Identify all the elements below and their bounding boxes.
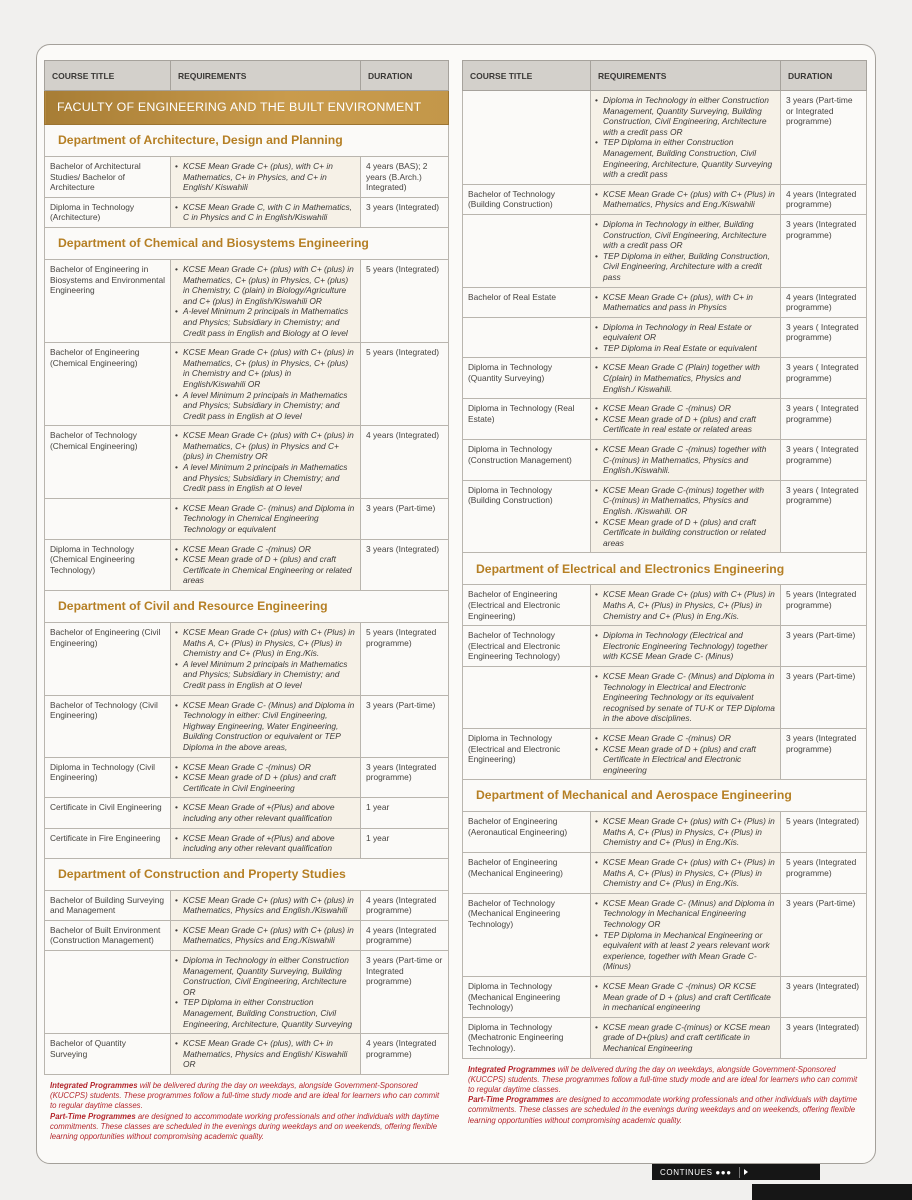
duration: 3 years (Part-time) bbox=[361, 695, 449, 757]
course-title: Bachelor of Quantity Surveying bbox=[45, 1034, 171, 1075]
requirements-cell bbox=[591, 812, 781, 853]
requirements-cell bbox=[171, 828, 361, 858]
course-title: Bachelor of Engineering in Biosystems and Environmental Engineering bbox=[45, 259, 171, 342]
course-row bbox=[45, 757, 449, 798]
requirements-cell bbox=[171, 757, 361, 798]
course-row bbox=[463, 91, 867, 185]
duration: 3 years ( Integrated programme) bbox=[781, 399, 867, 440]
requirements-cell bbox=[171, 890, 361, 920]
duration: 3 years (Integrated programme) bbox=[781, 214, 867, 287]
left-column bbox=[44, 60, 448, 1142]
course-row bbox=[463, 977, 867, 1018]
course-row bbox=[45, 343, 449, 426]
duration: 3 years ( Integrated programme) bbox=[781, 440, 867, 481]
course-row bbox=[45, 426, 449, 499]
course-title bbox=[45, 951, 171, 1034]
note-title: Integrated Programmes bbox=[50, 1081, 138, 1090]
course-title bbox=[463, 317, 591, 358]
course-title: Diploma in Technology (Real Estate) bbox=[463, 399, 591, 440]
requirement-item: • KCSE Mean Grade of +(Plus) and above including any other relevant qualification bbox=[175, 833, 355, 854]
requirements-cell bbox=[591, 893, 781, 976]
requirement-item: • KCSE Mean Grade C-(minus) together with C-(minus) in Mathematics, Physics and English. /Kiswahili. OR bbox=[595, 485, 775, 517]
requirement-item: • KCSE Mean grade of D + (plus) and craft Certificate in Chemical Engineering or related areas bbox=[175, 554, 355, 586]
requirement-item: • KCSE Mean Grade C+ (plus) with C+ (plus) in Mathematics, C+ (plus) in Physics, C+ (plus) in Chemistry and C+ (plus) in English/Kiswahili OR bbox=[175, 347, 355, 389]
requirement-item: • Diploma in Technology in either, Building Construction, Civil Engineering, Architecture with a credit pass OR bbox=[595, 219, 775, 251]
requirements-cell bbox=[591, 977, 781, 1018]
course-row bbox=[45, 920, 449, 950]
course-title: Bachelor of Architectural Studies/ Bachelor of Architecture bbox=[45, 157, 171, 198]
course-row bbox=[463, 1017, 867, 1058]
course-title: Diploma in Technology (Mechanical Engineering Technology) bbox=[463, 977, 591, 1018]
requirement-item: • A level Minimum 2 principals in Mathematics and Physics; Subsidiary in Chemistry; and Credit pass in English at O level bbox=[175, 462, 355, 494]
requirements-cell bbox=[591, 440, 781, 481]
course-title: Bachelor of Engineering (Aeronautical Engineering) bbox=[463, 812, 591, 853]
requirement-item: • TEP Diploma in Mechanical Engineering or equivalent with at least 2 years relevant work experience, together with Mean Grade C- (Minus) bbox=[595, 930, 775, 972]
requirement-item: • Diploma in Technology in either Construction Management, Quantity Surveying, Building Construction, Civil Engineering, Architecture with a credit pass OR bbox=[595, 95, 775, 137]
right-column bbox=[462, 60, 866, 1126]
course-title: Diploma in Technology (Architecture) bbox=[45, 197, 171, 227]
footer-bar bbox=[752, 1184, 912, 1200]
requirement-item: • KCSE Mean Grade C -(minus) OR bbox=[175, 762, 355, 773]
requirement-item: • KCSE Mean Grade C -(minus) OR bbox=[595, 403, 775, 414]
note-title: Part-Time Programmes bbox=[50, 1111, 136, 1121]
requirements-cell bbox=[591, 91, 781, 185]
course-title bbox=[463, 666, 591, 728]
course-row bbox=[463, 666, 867, 728]
course-row bbox=[45, 1034, 449, 1075]
course-title: Bachelor of Technology (Civil Engineering) bbox=[45, 695, 171, 757]
course-title bbox=[463, 214, 591, 287]
requirements-cell bbox=[591, 626, 781, 667]
requirement-item: • KCSE Mean Grade C- (Minus) and Diploma in Technology in Mechanical Engineering Technology OR bbox=[595, 898, 775, 930]
duration: 3 years ( Integrated programme) bbox=[781, 480, 867, 553]
duration: 4 years (BAS); 2 years (B.Arch.) Integrated) bbox=[361, 157, 449, 198]
course-title bbox=[463, 91, 591, 185]
requirements-cell bbox=[171, 623, 361, 696]
course-row bbox=[45, 951, 449, 1034]
course-title: Bachelor of Technology (Chemical Engineering) bbox=[45, 426, 171, 499]
continues-tab[interactable] bbox=[652, 1164, 820, 1180]
course-row bbox=[463, 214, 867, 287]
duration: 3 years (Part-time or Integrated programme) bbox=[781, 91, 867, 185]
requirement-item: • KCSE Mean Grade C -(minus) OR bbox=[175, 544, 355, 555]
note-text: are designed to accommodate working professionals and other individuals with daytime commitments. These classes are scheduled in the evenings during weekdays and on weekends, offering flexible learning opportunities without compromising academic quality. bbox=[468, 1095, 858, 1125]
course-title: Bachelor of Built Environment (Construction Management) bbox=[45, 920, 171, 950]
right-course-table bbox=[462, 60, 867, 1059]
requirement-item: • KCSE Mean Grade C -(minus) OR bbox=[595, 733, 775, 744]
note-title: Part-Time Programmes bbox=[468, 1095, 554, 1105]
duration: 3 years (Part-time) bbox=[781, 626, 867, 667]
duration: 3 years (Part-time) bbox=[781, 666, 867, 728]
duration: 3 years (Integrated) bbox=[361, 539, 449, 590]
requirements-cell bbox=[591, 853, 781, 894]
requirement-item: • KCSE Mean Grade C -(minus) OR KCSE Mean grade of D + (plus) and craft Certificate in mechanical engineering bbox=[595, 981, 775, 1013]
requirement-item: • KCSE Mean grade of D + (plus) and craft Certificate in building construction or related areas bbox=[595, 517, 775, 549]
requirements-cell bbox=[171, 539, 361, 590]
course-title: Bachelor of Technology (Building Construction) bbox=[463, 184, 591, 214]
course-title: Diploma in Technology (Construction Management) bbox=[463, 440, 591, 481]
requirement-item: • KCSE Mean Grade C+ (plus) with C+ (Plus) in Maths A, C+ (Plus) in Physics, C+ (Plus) in Chemistry and C+ (Plus) in Eng./Kis. bbox=[595, 816, 775, 848]
note-text: are designed to accommodate working professionals and other individuals with daytime commitments. These classes are scheduled in the evenings during weekdays and on weekends, offering flexible learning opportunities without compromising academic quality. bbox=[50, 1111, 440, 1142]
duration: 4 years (Integrated programme) bbox=[361, 1034, 449, 1075]
course-row bbox=[463, 317, 867, 358]
course-row bbox=[45, 197, 449, 227]
requirements-cell bbox=[171, 920, 361, 950]
requirement-item: • TEP Diploma in Real Estate or equivalent bbox=[595, 343, 775, 354]
course-title: Certificate in Fire Engineering bbox=[45, 828, 171, 858]
faculty-title: FACULTY OF ENGINEERING AND THE BUILT ENVIRONMENT bbox=[45, 91, 449, 125]
course-title bbox=[45, 498, 171, 539]
requirement-item: • A level Minimum 2 principals in Mathematics and Physics; Subsidiary in Chemistry; and Credit pass in English at O level bbox=[175, 659, 355, 691]
requirements-cell bbox=[591, 358, 781, 399]
course-title: Bachelor of Technology (Mechanical Engineering Technology) bbox=[463, 893, 591, 976]
requirement-item: • KCSE Mean Grade C+ (plus) with C+ (plus) in Mathematics, C+ (plus) in Physics, C+ (plus) in Chemistry, C (plain) in Biology/Agriculture and C+ (plus) in English/Kiswahili OR bbox=[175, 264, 355, 306]
requirement-item: • KCSE Mean Grade C -(minus) together with C-(minus) in Mathematics, Physics and English./Kiswahili. bbox=[595, 444, 775, 476]
course-row bbox=[463, 853, 867, 894]
arrow-right-icon bbox=[739, 1167, 751, 1178]
duration: 5 years (Integrated) bbox=[361, 343, 449, 426]
requirement-item: • KCSE Mean Grade C+ (plus) with C+ (Plus) in Maths A, C+ (Plus) in Physics, C+ (Plus) in Chemistry and C+ (Plus) in Eng./Kis. bbox=[175, 627, 355, 659]
duration: 3 years (Part-time or Integrated programme) bbox=[361, 951, 449, 1034]
requirements-cell bbox=[591, 184, 781, 214]
requirements-cell bbox=[591, 214, 781, 287]
duration: 3 years (Integrated programme) bbox=[781, 728, 867, 779]
course-title: Diploma in Technology (Electrical and Electronic Engineering) bbox=[463, 728, 591, 779]
requirements-cell bbox=[591, 480, 781, 553]
requirements-cell bbox=[171, 157, 361, 198]
course-row bbox=[463, 440, 867, 481]
course-row bbox=[45, 828, 449, 858]
duration: 1 year bbox=[361, 798, 449, 828]
programme-notes bbox=[462, 1059, 866, 1126]
duration: 5 years (Integrated programme) bbox=[781, 585, 867, 626]
course-row bbox=[463, 358, 867, 399]
requirement-item: • KCSE Mean Grade of +(Plus) and above including any other relevant qualification bbox=[175, 802, 355, 823]
duration: 3 years (Integrated) bbox=[781, 977, 867, 1018]
course-row bbox=[463, 585, 867, 626]
requirement-item: • TEP Diploma in either Construction Management, Building Construction, Civil Engineering, Architecture, Quantity Surveying bbox=[175, 997, 355, 1029]
requirement-item: • A level Minimum 2 principals in Mathematics and Physics; Subsidiary in Chemistry; and Credit pass in English at O level bbox=[175, 390, 355, 422]
dept-heading: Department of Chemical and Biosystems Engineering bbox=[45, 227, 449, 259]
requirement-item: • KCSE mean grade C-(minus) or KCSE mean grade of D+(plus) and craft certificate in Mechanical Engineering bbox=[595, 1022, 775, 1054]
dept-heading: Department of Civil and Resource Engineering bbox=[45, 591, 449, 623]
course-row bbox=[45, 539, 449, 590]
note-text: will be delivered during the day on weekdays, alongside Government-Sponsored (KUCCPS) students. These programmes follow a full-time study mode and are ideal for learners who can commit to regular daytime classes. bbox=[468, 1064, 858, 1094]
course-row bbox=[463, 728, 867, 779]
course-title: Diploma in Technology (Civil Engineering) bbox=[45, 757, 171, 798]
dept-heading: Department of Construction and Property Studies bbox=[45, 858, 449, 890]
course-title: Diploma in Technology (Mechatronic Engineering Technology). bbox=[463, 1017, 591, 1058]
course-row bbox=[45, 157, 449, 198]
requirement-item: • KCSE Mean Grade C+ (plus), with C+ in Mathematics and pass in Physics bbox=[595, 292, 775, 313]
programme-notes bbox=[44, 1075, 448, 1142]
course-title: Bachelor of Real Estate bbox=[463, 287, 591, 317]
requirements-cell bbox=[591, 728, 781, 779]
course-row bbox=[45, 498, 449, 539]
requirements-cell bbox=[171, 695, 361, 757]
requirement-item: • KCSE Mean Grade C, with C in Mathematics, C in Physics and C in English/Kiswahili bbox=[175, 202, 355, 223]
course-row bbox=[45, 259, 449, 342]
duration: 5 years (Integrated programme) bbox=[361, 623, 449, 696]
course-row bbox=[463, 399, 867, 440]
requirements-cell bbox=[591, 287, 781, 317]
course-title: Bachelor of Engineering (Civil Engineering) bbox=[45, 623, 171, 696]
requirement-item: • KCSE Mean Grade C- (Minus) and Diploma in Technology in Electrical and Electronic Engineering Technology or its equivalent recognised by senate of TU-K or TEP Diploma in the above disciplines. bbox=[595, 671, 775, 724]
note-title: Integrated Programmes bbox=[468, 1064, 556, 1074]
course-row bbox=[463, 893, 867, 976]
duration: 3 years (Integrated) bbox=[781, 1017, 867, 1058]
requirements-cell bbox=[171, 798, 361, 828]
duration: 4 years (Integrated programme) bbox=[361, 920, 449, 950]
requirements-cell bbox=[591, 1017, 781, 1058]
requirement-item: • Diploma in Technology in either Construction Management, Quantity Surveying, Building Construction, Civil Engineering, Architecture OR bbox=[175, 955, 355, 997]
course-row bbox=[45, 890, 449, 920]
header-duration: DURATION bbox=[781, 61, 867, 91]
duration: 4 years (Integrated programme) bbox=[781, 184, 867, 214]
requirement-item: • TEP Diploma in either Construction Management, Building Construction, Civil Engineering, Architecture, Quantity Surveying with a credit pass bbox=[595, 137, 775, 179]
course-title: Diploma in Technology (Chemical Engineering Technology) bbox=[45, 539, 171, 590]
requirement-item: • KCSE Mean Grade C+ (plus), with C+ in Mathematics, Physics and English/ Kiswahili OR bbox=[175, 1038, 355, 1070]
course-title: Bachelor of Engineering (Chemical Engineering) bbox=[45, 343, 171, 426]
duration: 4 years (Integrated programme) bbox=[361, 890, 449, 920]
requirement-item: • KCSE Mean grade of D + (plus) and craft Certificate in Civil Engineering bbox=[175, 772, 355, 793]
course-title: Diploma in Technology (Quantity Surveying) bbox=[463, 358, 591, 399]
duration: 5 years (Integrated) bbox=[781, 812, 867, 853]
left-course-table bbox=[44, 60, 449, 1075]
requirement-item: • KCSE Mean grade of D + (plus) and craft Certificate in Electrical and Electronic engineering bbox=[595, 744, 775, 776]
duration: 3 years (Part-time) bbox=[781, 893, 867, 976]
requirement-item: • KCSE Mean Grade C+ (plus) with C+ (Plus) in Maths A, C+ (Plus) in Physics, C+ (Plus) in Chemistry and C+ (Plus) in Eng./Kis. bbox=[595, 589, 775, 621]
requirement-item: • KCSE Mean Grade C+ (plus) with C+ (plus) in Mathematics, Physics and Eng./Kiswahili bbox=[175, 925, 355, 946]
duration: 3 years (Part-time) bbox=[361, 498, 449, 539]
course-row bbox=[463, 287, 867, 317]
header-course-title: COURSE TITLE bbox=[45, 61, 171, 91]
course-title: Bachelor of Building Surveying and Management bbox=[45, 890, 171, 920]
header-duration: DURATION bbox=[361, 61, 449, 91]
note-text: will be delivered during the day on weekdays, alongside Government-Sponsored (KUCCPS) students. These programmes follow a full-time study mode and are ideal for learners who can commit to regular daytime classes. bbox=[50, 1081, 440, 1111]
requirement-item: • TEP Diploma in either, Building Construction, Civil Engineering, Architecture with a credit pass bbox=[595, 251, 775, 283]
requirement-item: • KCSE Mean Grade C- (Minus) and Diploma in Technology in either: Civil Engineering, Highway Engineering, Water Engineering, Building Construction or equivalent or TEP Diploma in the above areas, bbox=[175, 700, 355, 753]
course-row bbox=[463, 812, 867, 853]
course-title: Bachelor of Engineering (Electrical and Electronic Engineering) bbox=[463, 585, 591, 626]
requirements-cell bbox=[171, 426, 361, 499]
dept-heading: Department of Electrical and Electronics Engineering bbox=[463, 553, 867, 585]
duration: 3 years (Integrated) bbox=[361, 197, 449, 227]
requirement-item: • KCSE Mean Grade C+ (plus) with C+ (plus) in Mathematics, Physics and English./Kiswahili bbox=[175, 895, 355, 916]
requirement-item: • KCSE Mean grade of D + (plus) and craft Certificate in real estate or related areas bbox=[595, 414, 775, 435]
duration: 5 years (Integrated) bbox=[361, 259, 449, 342]
requirement-item: • Diploma in Technology in Real Estate or equivalent OR bbox=[595, 322, 775, 343]
course-title: Bachelor of Technology (Electrical and Electronic Engineering Technology) bbox=[463, 626, 591, 667]
course-title: Diploma in Technology (Building Construction) bbox=[463, 480, 591, 553]
duration: 4 years (Integrated programme) bbox=[781, 287, 867, 317]
course-row bbox=[45, 623, 449, 696]
header-requirements: REQUIREMENTS bbox=[591, 61, 781, 91]
requirements-cell bbox=[171, 498, 361, 539]
requirement-item: • KCSE Mean Grade C+ (plus) with C+ (Plus) in Maths A, C+ (Plus) in Physics, C+ (Plus) in Chemistry and C+ (Plus) in Eng./Kis. bbox=[595, 857, 775, 889]
requirements-cell bbox=[171, 1034, 361, 1075]
requirement-item: • Diploma in Technology (Electrical and Electronic Engineering Technology) together with KCSE Mean Grade C- (Minus) bbox=[595, 630, 775, 662]
duration: 3 years (Integrated programme) bbox=[361, 757, 449, 798]
requirements-cell bbox=[591, 666, 781, 728]
duration: 3 years ( Integrated programme) bbox=[781, 317, 867, 358]
requirements-cell bbox=[171, 343, 361, 426]
course-row bbox=[463, 184, 867, 214]
requirement-item: • KCSE Mean Grade C- (minus) and Diploma in Technology in Chemical Engineering Technology or equivalent bbox=[175, 503, 355, 535]
requirement-item: • KCSE Mean Grade C+ (plus) with C+ (Plus) in Mathematics, Physics and Eng./Kiswahili bbox=[595, 189, 775, 210]
requirements-cell bbox=[171, 197, 361, 227]
requirement-item: • KCSE Mean Grade C (Plain) together with C(plain) in Mathematics, Physics and English./ Kiswahili. bbox=[595, 362, 775, 394]
duration: 4 years (Integrated) bbox=[361, 426, 449, 499]
course-row bbox=[463, 626, 867, 667]
requirements-cell bbox=[171, 259, 361, 342]
duration: 1 year bbox=[361, 828, 449, 858]
continues-label: CONTINUES ●●● bbox=[660, 1167, 732, 1177]
header-course-title: COURSE TITLE bbox=[463, 61, 591, 91]
requirement-item: • KCSE Mean Grade C+ (plus), with C+ in Mathematics, C+ in Physics, and C+ in English/ Kiswahili bbox=[175, 161, 355, 193]
requirements-cell bbox=[591, 317, 781, 358]
course-row bbox=[463, 480, 867, 553]
header-requirements: REQUIREMENTS bbox=[171, 61, 361, 91]
duration: 3 years ( Integrated programme) bbox=[781, 358, 867, 399]
requirements-cell bbox=[171, 951, 361, 1034]
course-row bbox=[45, 695, 449, 757]
course-title: Certificate in Civil Engineering bbox=[45, 798, 171, 828]
dept-heading: Department of Architecture, Design and Planning bbox=[45, 125, 449, 157]
requirements-cell bbox=[591, 585, 781, 626]
requirement-item: • KCSE Mean Grade C+ (plus) with C+ (plus) in Mathematics, C+ (plus) in Physics and C+ (plus) in Chemistry OR bbox=[175, 430, 355, 462]
duration: 5 years (Integrated programme) bbox=[781, 853, 867, 894]
course-title: Bachelor of Engineering (Mechanical Engineering) bbox=[463, 853, 591, 894]
requirement-item: • A-level Minimum 2 principals in Mathematics and Physics; Subsidiary in Chemistry; and Credit pass in English and Biology at O level bbox=[175, 306, 355, 338]
dept-heading: Department of Mechanical and Aerospace Engineering bbox=[463, 780, 867, 812]
requirements-cell bbox=[591, 399, 781, 440]
course-row bbox=[45, 798, 449, 828]
